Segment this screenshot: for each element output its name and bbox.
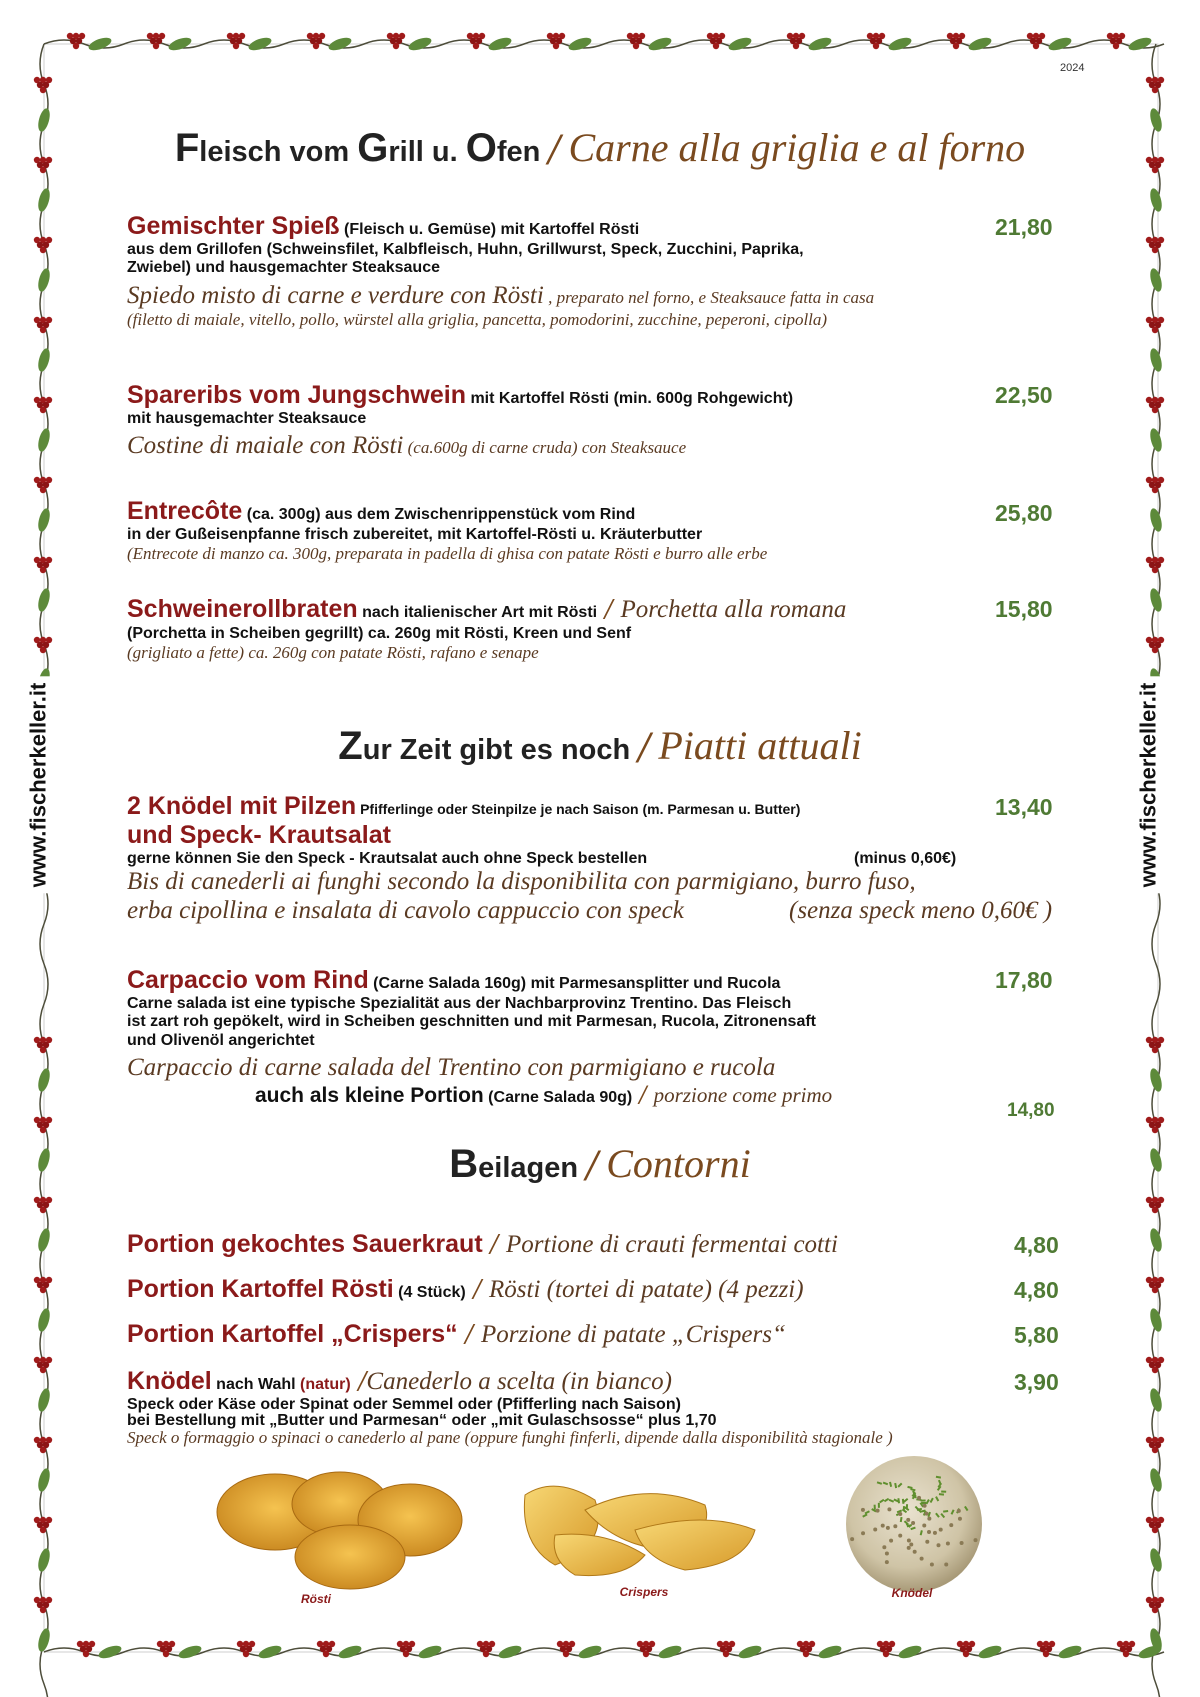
vine-leaf-decoration (647, 35, 673, 53)
grape-cluster-decoration (34, 1117, 52, 1133)
grape-cluster-decoration (1146, 1437, 1164, 1453)
vine-leaf-decoration (567, 35, 593, 53)
grape-cluster-decoration (1146, 1517, 1164, 1533)
vine-leaf-decoration (36, 1067, 52, 1093)
grape-cluster-decoration (1146, 1117, 1164, 1133)
vine-leaf-decoration (807, 35, 833, 53)
item-separator: / (457, 1320, 481, 1348)
vine-leaf-decoration (247, 35, 273, 53)
item-it: porzione come primo (653, 1082, 833, 1107)
vine-leaf-decoration (167, 35, 193, 53)
item-name: und Speck- Krautsalat (127, 820, 391, 849)
item-desc: (Carne Salada 90g) (483, 1088, 633, 1106)
side-item-knoedel (127, 1367, 1077, 1446)
price-spareribs: 22,50 (995, 382, 1053, 408)
item-name: Portion Kartoffel Rösti (127, 1275, 394, 1303)
price-knoedel: 3,90 (1014, 1369, 1059, 1395)
crispers-photo (515, 1475, 765, 1580)
grape-cluster-decoration (34, 1037, 52, 1053)
vine-leaf-decoration (1148, 427, 1164, 453)
side-item-roesti (127, 1275, 1077, 1305)
item-desc: (Porchetta in Scheiben gegrillt) ca. 260g mit Rösti, Kreen und Senf (127, 624, 632, 642)
vine-leaf-decoration (327, 35, 353, 53)
side-item-sauerkraut (127, 1230, 1077, 1260)
grape-cluster-decoration (1146, 477, 1164, 493)
item-desc: nach Wahl (211, 1376, 301, 1393)
vine-leaf-decoration (817, 1643, 843, 1661)
item-desc: auch als kleine Portion (255, 1083, 484, 1107)
vine-leaf-decoration (1148, 1307, 1164, 1333)
vine-leaf-decoration (36, 347, 52, 373)
item-it: , preparato nel forno, e Steaksauce fatta in casa (543, 287, 875, 307)
grape-cluster-decoration (34, 77, 52, 93)
vine-leaf-decoration (487, 35, 513, 53)
item-it: Carpaccio di carne salada del Trentino con parmigiano e rucola (127, 1053, 776, 1081)
item-name: 2 Knödel mit Pilzen (127, 792, 357, 820)
vine-leaf-decoration (36, 1387, 52, 1413)
item-it: Canederlo a scelta (in bianco) (366, 1368, 672, 1395)
vine-leaf-decoration (1057, 1643, 1083, 1661)
item-it: (senza speck meno 0,60€ ) (789, 896, 1053, 924)
grape-cluster-decoration (1146, 1197, 1164, 1213)
vine-leaf-decoration (897, 1643, 923, 1661)
item-desc: (natur) (300, 1376, 351, 1393)
vine-leaf-decoration (977, 1643, 1003, 1661)
vine-leaf-decoration (36, 267, 52, 293)
menu-item-schweinerollbraten (127, 595, 1077, 663)
item-name: Knödel (127, 1367, 212, 1395)
item-desc: nach italienischer Art mit Rösti (357, 604, 598, 621)
photo-caption-crispers: Crispers (619, 1585, 669, 1599)
item-name: Portion Kartoffel „Crispers“ (127, 1320, 458, 1348)
vine-leaf-decoration (407, 35, 433, 53)
vine-leaf-decoration (36, 1227, 52, 1253)
vine-leaf-decoration (1148, 1387, 1164, 1413)
item-it: Portione di crauti fermentai cotti (506, 1231, 838, 1258)
grape-cluster-decoration (34, 1277, 52, 1293)
heading-it: Contorni (606, 1141, 751, 1186)
grape-cluster-decoration (34, 557, 52, 573)
item-desc: aus dem Grillofen (Schweinsfilet, Kalbfleisch, Huhn, Grillwurst, Speck, Zucchini, Paprika, (127, 240, 804, 258)
vine-leaf-decoration (1148, 187, 1164, 213)
roesti-photo (205, 1462, 465, 1592)
item-desc: bei Bestellung mit „Butter und Parmesan“ oder „mit Gulaschsosse“ plus 1,70 (127, 1411, 717, 1429)
item-separator: / (465, 1275, 490, 1303)
heading-it: Piatti attuali (658, 723, 862, 768)
item-it: Spiedo misto di carne e verdure con Rösti (127, 281, 544, 309)
vine-leaf-decoration (36, 1307, 52, 1333)
price-sauerkraut: 4,80 (1014, 1232, 1059, 1258)
price-schweinerollbraten: 15,80 (995, 596, 1053, 622)
item-it: (grigliato a fette) ca. 260g con patate Rösti, rafano e senape (127, 643, 539, 663)
item-name: Gemischter Spieß (127, 212, 340, 240)
item-desc: Speck oder Käse oder Spinat oder Semmel oder (Pfifferling nach Saison) (127, 1395, 681, 1413)
side-item-crispers (127, 1320, 1077, 1350)
grape-cluster-decoration (1146, 317, 1164, 333)
vine-leaf-decoration (36, 187, 52, 213)
item-it: Bis di canederli ai funghi secondo la disponibilita con parmigiano, burro fuso, (127, 867, 916, 895)
heading-it: Carne alla griglia e al forno (568, 125, 1026, 170)
grape-cluster-decoration (34, 1357, 52, 1373)
vine-leaf-decoration (1148, 587, 1164, 613)
price-entrecote: 25,80 (995, 500, 1053, 526)
vine-leaf-decoration (1148, 1547, 1164, 1573)
knoedel-photo (842, 1452, 987, 1597)
vine-leaf-decoration (417, 1643, 443, 1661)
vine-leaf-decoration (657, 1643, 683, 1661)
price-carpaccio: 17,80 (995, 967, 1053, 993)
item-separator: / (482, 1230, 506, 1258)
vine-leaf-decoration (1148, 507, 1164, 533)
grape-cluster-decoration (34, 1517, 52, 1533)
heading-de: Zur Zeit gibt es noch (338, 724, 631, 768)
item-it: (ca.600g di carne cruda) con Steaksauce (403, 438, 687, 458)
item-desc: ist zart roh gepökelt, wird in Scheiben geschnitten und mit Parmesan, Rucola, Zitronensaft (127, 1013, 816, 1031)
item-desc: und Olivenöl angerichtet (127, 1031, 315, 1049)
price-crispers: 5,80 (1014, 1322, 1059, 1348)
item-it: Porchetta alla romana (620, 596, 847, 623)
item-it: Porzione di patate „Crispers“ (480, 1321, 786, 1348)
grape-cluster-decoration (1146, 1597, 1164, 1613)
vine-leaf-decoration (497, 1643, 523, 1661)
side-url-right: www.fischerkeller.it (1131, 677, 1165, 894)
heading-separator: / (548, 129, 561, 170)
item-it: erba cipollina e insalata di cavolo cappuccio con speck (127, 896, 684, 924)
heading-de: Fleisch vom Grill u. Ofen (174, 126, 541, 170)
vine-leaf-decoration (36, 507, 52, 533)
item-desc: mit hausgemachter Steaksauce (127, 409, 367, 427)
menu-item-knoedel-pilzen (127, 792, 1077, 925)
vine-leaf-decoration (87, 35, 113, 53)
item-desc: mit Kartoffel Rösti (min. 600g Rohgewicht) (466, 390, 794, 407)
item-separator: / (597, 595, 621, 623)
grape-cluster-decoration (1146, 397, 1164, 413)
item-desc: (Fleisch u. Gemüse) mit Kartoffel Rösti (339, 221, 640, 238)
menu-item-spiess (127, 212, 1077, 330)
grape-cluster-decoration (34, 397, 52, 413)
vine-leaf-decoration (1148, 347, 1164, 373)
menu-item-entrecote (127, 497, 1077, 564)
grape-cluster-decoration (1146, 637, 1164, 653)
grape-cluster-decoration (34, 637, 52, 653)
side-url-left: www.fischerkeller.it (21, 677, 55, 894)
vine-leaf-decoration (36, 1547, 52, 1573)
item-it: (Entrecote di manzo ca. 300g, preparata in padella di ghisa con patate Rösti e burro alle erbe (127, 544, 768, 564)
item-it: Rösti (tortei di patate) (4 pezzi) (489, 1276, 804, 1303)
item-desc: Zwiebel) und hausgemachter Steaksauce (127, 259, 440, 277)
grape-cluster-decoration (1146, 77, 1164, 93)
item-name: Schweinerollbraten (127, 595, 358, 623)
item-name: Carpaccio vom Rind (127, 966, 369, 994)
vine-leaf-decoration (257, 1643, 283, 1661)
vine-leaf-decoration (887, 35, 913, 53)
grape-cluster-decoration (1146, 1277, 1164, 1293)
vine-leaf-decoration (737, 1643, 763, 1661)
item-name: Portion gekochtes Sauerkraut (127, 1230, 483, 1258)
menu-item-spareribs (127, 381, 1077, 461)
grape-cluster-decoration (34, 1197, 52, 1213)
item-it: (filetto di maiale, vitello, pollo, würstel alla griglia, pancetta, pomodorini, zucchine, peperoni, cipolla) (127, 310, 828, 330)
grape-cluster-decoration (34, 237, 52, 253)
item-desc: (4 Stück) (393, 1284, 466, 1301)
photo-caption-knoedel: Knödel (891, 1586, 933, 1600)
vine-leaf-decoration (1047, 35, 1073, 53)
vine-leaf-decoration (1127, 35, 1153, 53)
grape-cluster-decoration (1146, 1037, 1164, 1053)
price-roesti: 4,80 (1014, 1277, 1059, 1303)
price-spiess: 21,80 (995, 214, 1053, 240)
grape-cluster-decoration (34, 317, 52, 333)
vine-leaf-decoration (1148, 1467, 1164, 1493)
vine-leaf-decoration (337, 1643, 363, 1661)
photo-caption-roesti: Rösti (301, 1592, 331, 1606)
menu-item-carpaccio (127, 966, 1077, 1108)
vine-leaf-decoration (727, 35, 753, 53)
vine-leaf-decoration (1148, 1067, 1164, 1093)
item-separator: / (632, 1082, 654, 1108)
item-desc: Pfifferlinge oder Steinpilze je nach Saison (m. Parmesan u. Butter) (356, 801, 801, 817)
item-desc: Carne salada ist eine typische Spezialität aus der Nachbarprovinz Trentino. Das Fleisch (127, 994, 792, 1012)
heading-separator: / (638, 727, 651, 768)
section-heading-sides (0, 1140, 1200, 1187)
item-it: Speck o formaggio o spinaci o canederlo al pane (oppure funghi finferli, dipende dalla disponibilità stagionale ) (127, 1427, 893, 1447)
grape-cluster-decoration (1146, 1357, 1164, 1373)
item-desc: gerne können Sie den Speck - Krautsalat auch ohne Speck bestellen (127, 849, 648, 867)
vine-leaf-decoration (36, 1467, 52, 1493)
item-desc: in der Gußeisenpfanne frisch zubereitet, mit Kartoffel-Rösti u. Kräuterbutter (127, 525, 703, 543)
heading-separator: / (586, 1145, 599, 1186)
item-desc: (minus 0,60€) (854, 849, 957, 867)
vine-leaf-decoration (1148, 267, 1164, 293)
vine-leaf-decoration (177, 1643, 203, 1661)
heading-de: Beilagen (449, 1142, 579, 1186)
year-label: 2024 (1060, 62, 1085, 74)
item-name: Entrecôte (127, 497, 243, 525)
item-desc: (Carne Salada 160g) mit Parmesansplitter und Rucola (368, 975, 781, 992)
grape-cluster-decoration (1146, 557, 1164, 573)
price-carpaccio-small: 14,80 (1007, 1100, 1055, 1121)
vine-leaf-decoration (36, 427, 52, 453)
grape-cluster-decoration (34, 1597, 52, 1613)
grape-cluster-decoration (1146, 237, 1164, 253)
vine-leaf-decoration (36, 587, 52, 613)
vine-leaf-decoration (97, 1643, 123, 1661)
vine-leaf-decoration (967, 35, 993, 53)
vine-leaf-decoration (577, 1643, 603, 1661)
section-heading-grill (0, 124, 1200, 171)
item-it: Costine di maiale con Rösti (127, 432, 404, 460)
section-heading-current (0, 722, 1200, 769)
item-separator: / (350, 1367, 367, 1395)
item-name: Spareribs vom Jungschwein (127, 381, 466, 409)
item-desc: (ca. 300g) aus dem Zwischenrippenstück vom Rind (242, 506, 636, 523)
grape-cluster-decoration (34, 477, 52, 493)
grape-cluster-decoration (34, 1437, 52, 1453)
vine-leaf-decoration (36, 1627, 52, 1653)
price-knoedel-pilzen: 13,40 (995, 794, 1053, 820)
vine-leaf-decoration (1148, 1227, 1164, 1253)
